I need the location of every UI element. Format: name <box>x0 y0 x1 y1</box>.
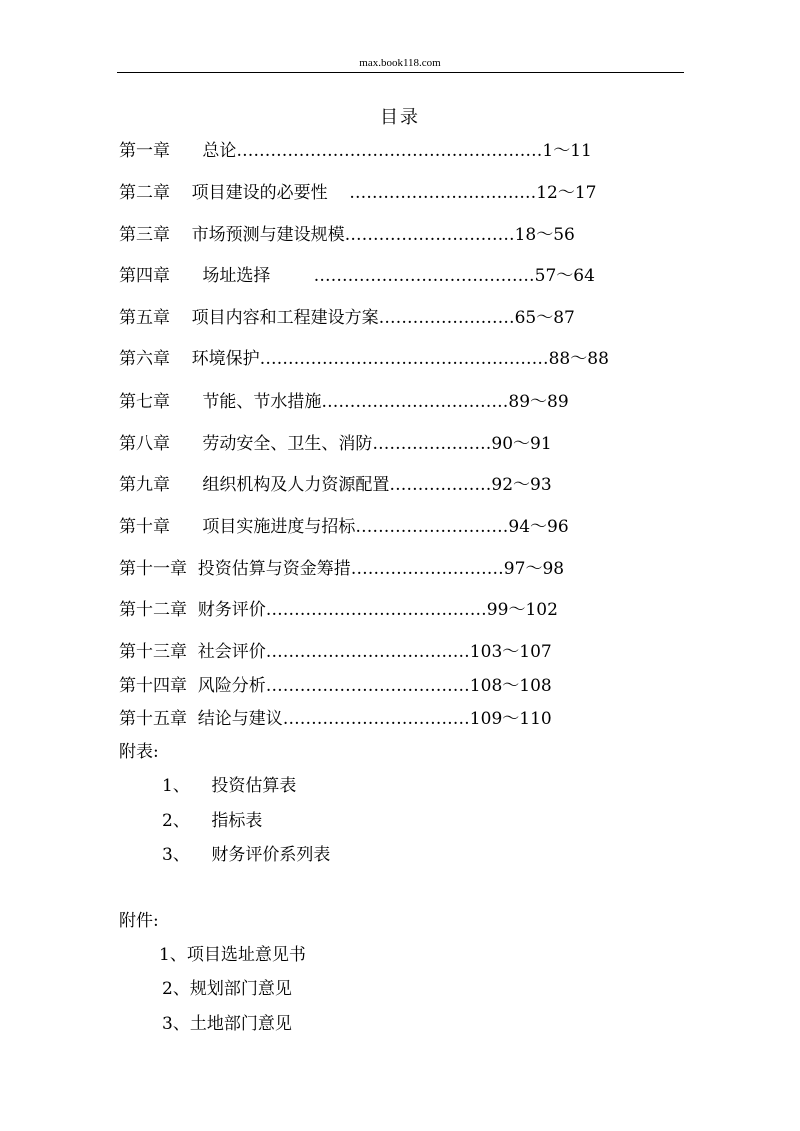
attachment-item: 3、土地部门意见 <box>162 1014 292 1034</box>
appendix-tables-label: 附表: <box>119 742 159 762</box>
toc-entry: 第十章 项目实施进度与招标………………………94～96 <box>119 517 569 537</box>
page-header-url: max.book118.com <box>359 57 441 69</box>
appendix-table-item: 3、 财务评价系列表 <box>162 845 331 865</box>
attachment-item: 1、项目选址意见书 <box>159 945 306 965</box>
toc-entry: 第十一章 投资估算与资金筹措………………………97～98 <box>119 559 565 579</box>
toc-entry: 第七章 节能、节水措施……………………………89～89 <box>119 392 569 412</box>
toc-entry: 第六章 环境保护……………………………………………88～88 <box>119 349 609 369</box>
toc-entry: 第五章 项目内容和工程建设方案……………………65～87 <box>119 308 575 328</box>
toc-entry: 第十五章 结论与建议……………………………109～110 <box>119 709 552 729</box>
toc-entry: 第三章 市场预测与建设规模…………………………18～56 <box>119 225 575 245</box>
toc-entry: 第八章 劳动安全、卫生、消防…………………90～91 <box>119 434 552 454</box>
toc-entry: 第九章 组织机构及人力资源配置………………92～93 <box>119 475 552 495</box>
appendix-table-item: 2、 指标表 <box>162 811 263 831</box>
toc-entry: 第一章 总论………………………………………………1～11 <box>119 141 592 161</box>
toc-entry: 第十四章 风险分析………………………………108～108 <box>119 676 552 696</box>
toc-entry: 第十三章 社会评价………………………………103～107 <box>119 642 552 662</box>
appendix-table-item: 1、 投资估算表 <box>162 776 297 796</box>
toc-entry: 第二章 项目建设的必要性 ……………………………12～17 <box>119 183 597 203</box>
attachment-item: 2、规划部门意见 <box>162 979 292 999</box>
toc-entry: 第四章 场址选择 …………………………………57～64 <box>119 266 595 286</box>
toc-title: 目录 <box>380 107 420 128</box>
header-rule <box>117 72 684 73</box>
attachments-label: 附件: <box>119 911 159 931</box>
toc-entry: 第十二章 财务评价…………………………………99～102 <box>119 600 558 620</box>
